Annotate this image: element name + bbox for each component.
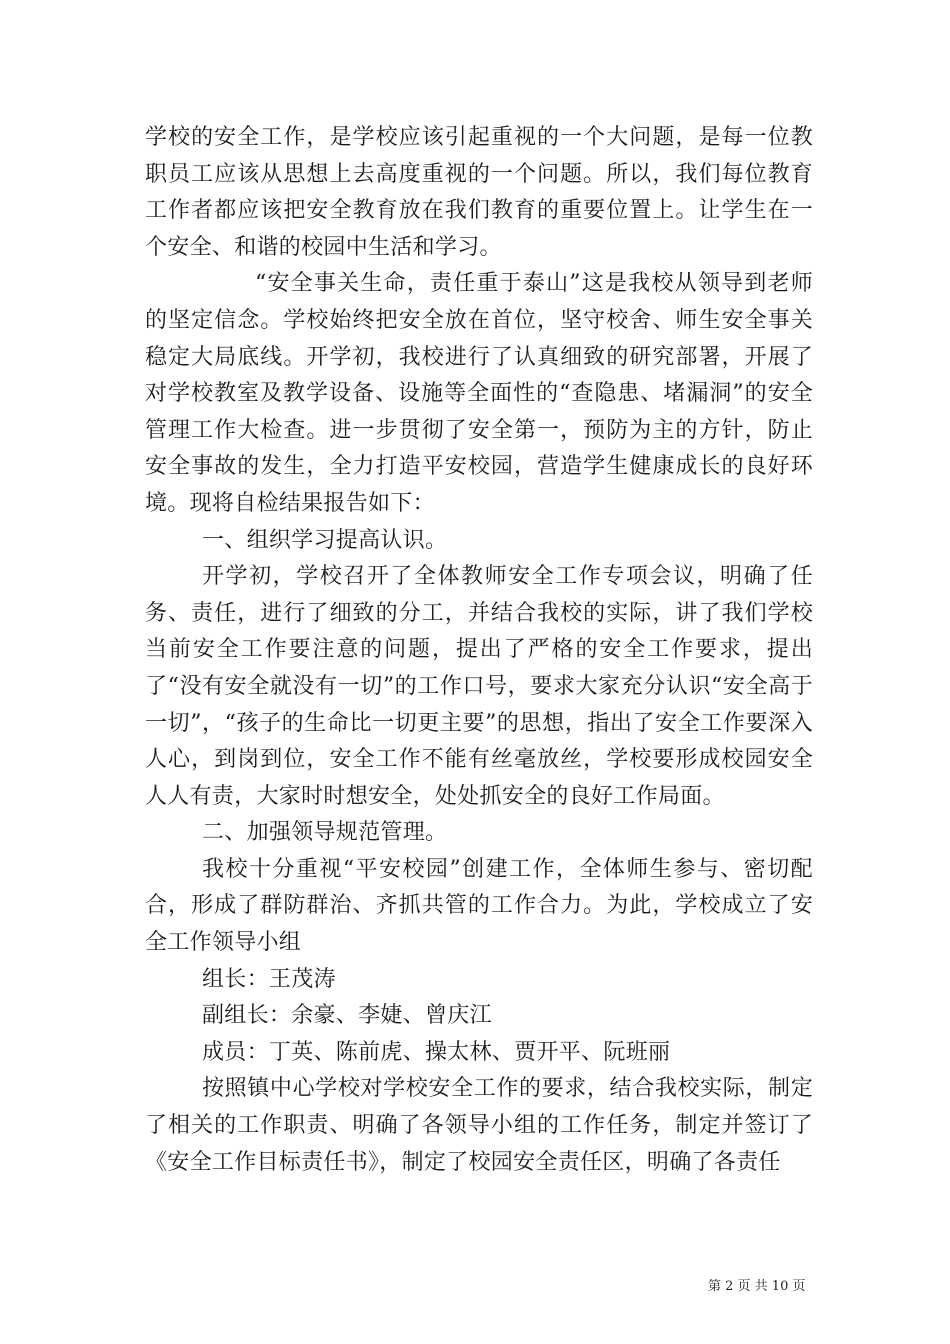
section-heading-2: 二、加强领导规范管理。 <box>202 820 448 846</box>
paragraph-intro: 学校的安全工作，是学校应该引起重视的一个大问题，是每一位教职员工应该从思想上去高度重视的一个问题。所以，我们每位教育工作者都应该把安全教育放在我们教育的重要位置上。让学生在一个安全、和谐的校园中生活和学习。 <box>145 125 813 260</box>
deputy-leader-line: 副组长：余豪、李婕、曾庆江 <box>202 1003 492 1029</box>
members-line: 成员：丁英、陈前虎、操太林、贾开平、阮班丽 <box>202 1039 671 1065</box>
paragraph-safety-belief: “安全事关生命，责任重于泰山”这是我校从领导到老师的坚定信念。学校始终把安全放在首位，坚守校舍、师生安全事关稳定大局底线。开学初，我校进行了认真细致的研究部署，开展了对学校教室及教学设备、设施等全面性的“查隐患、堵漏洞”的安全管理工作大检查。进一步贯彻了安全第一，预防为主的方针，防止安全事故的发生，全力打造平安校园，营造学生健康成长的良好环境。现将自检结果报告如下： <box>145 271 813 516</box>
paragraph-responsibilities: 按照镇中心学校对学校安全工作的要求，结合我校实际，制定了相关的工作职责、明确了各领导小组的工作任务，制定并签订了《安全工作目标责任书》，制定了校园安全责任区，明确了各责任 <box>145 1076 813 1175</box>
leader-line: 组长：王茂涛 <box>202 966 336 992</box>
section-heading-1: 一、组织学习提高认识。 <box>202 527 448 553</box>
paragraph-section-2: 我校十分重视“平安校园”创建工作，全体师生参与、密切配合，形成了群防群治、齐抓共管的工作合力。为此，学校成立了安全工作领导小组 <box>145 856 813 956</box>
document-body <box>145 120 813 1181</box>
page-number-footer: 第 2 页 共 10 页 <box>708 1279 806 1294</box>
paragraph-section-1: 开学初，学校召开了全体教师安全工作专项会议，明确了任务、责任，进行了细致的分工，并结合我校的实际，讲了我们学校当前安全工作要注意的问题，提出了严格的安全工作要求，提出了“没有安全就没有一切”的工作口号，要求大家充分认识“安全高于一切”，“孩子的生命比一切更主要”的思想，指出了安全工作要深入人心，到岗到位，安全工作不能有丝毫放丝，学校要形成校园安全人人有责，大家时时想安全，处处抓安全的良好工作局面。 <box>145 564 813 809</box>
